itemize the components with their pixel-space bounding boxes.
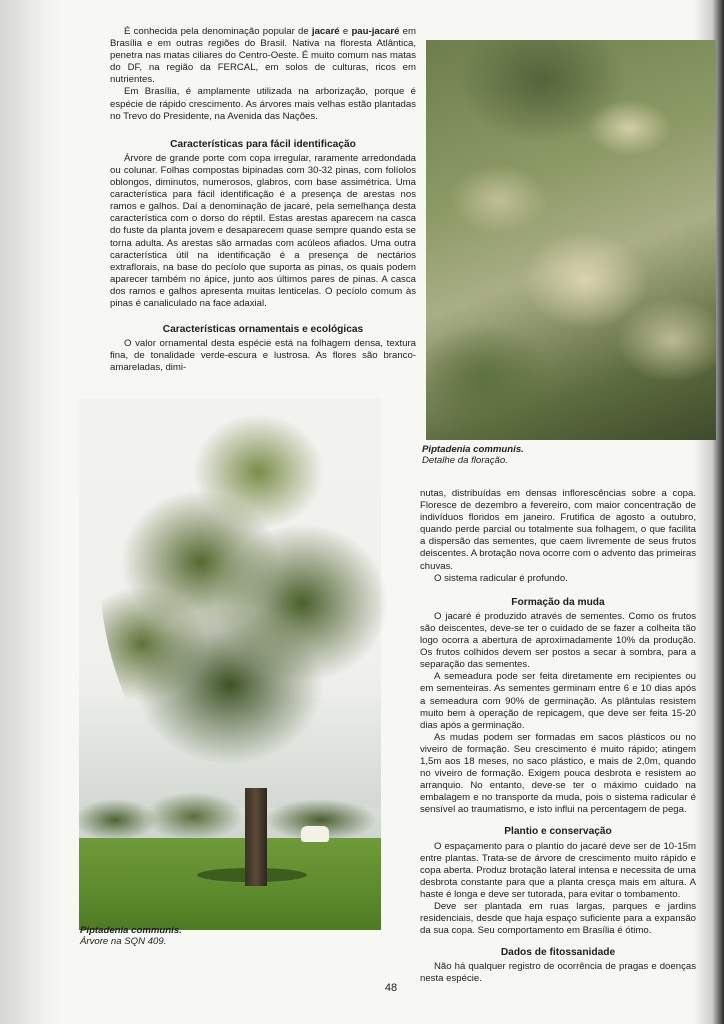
ornamentais-text-part1: O valor ornamental desta espécie está na folhagem densa, textura fina, de tonalidade verde-escura e lustrosa. As flores são branco-amareladas, dimi- (110, 338, 416, 374)
intro-text (110, 26, 416, 374)
plantio-paragraph-1: O espaçamento para o plantio do jacaré deve ser de 10-15m entre plantas. Trata-se de árvore de crescimento muito rápido e copa aberta. Produz brotação lateral intensa e necessita de uma desbrota constante para que a planta cresça mais em altura. A haste é longa e deve ser tutorada, para evitar o tombamento. (420, 840, 696, 900)
caption-flowering (422, 444, 622, 466)
page-gutter (0, 0, 58, 1024)
ornamentais-text-part2: nutas, distribuídas em densas inflorescências sobre a copa. Floresce de dezembro a fevereiro, com maior concentração de indivíduos floridos em janeiro. Frutifica de agosto a outubro, quando perde parcial ou totalmente sua folhagem, o que facilita a dispersão das sementes, que caem livremente de seus frutos deiscentes. A brotação nova ocorre com o advento das primeiras chuvas. (420, 488, 696, 572)
heading-fitossanidade: Dados de fitossanidade (500, 947, 616, 959)
heading-muda: Formação da muda (511, 596, 605, 608)
muda-paragraph-3: As mudas podem ser formadas em sacos plásticos ou no viveiro de formação. Seu crescimento é muito rápido; atingem 1,5m aos 18 meses, no saco plástico, e mais de 2,0m, quando no viveiro de formação. Exigem pouca desbrota e resistem ao arranquio. No entanto, deve-se ter o máximo cuidado na embalagem e no transporte da muda, pois o sistema radicular é sensível ao traumatismo, e isto influi na percentagem de pega. (420, 731, 696, 816)
intro-paragraph-1: É conhecida pela denominação popular de jacaré e pau-jacaré em Brasília e em outras regiões do Brasil. Nativa na floresta Atlântica, penetra nas matas ciliares do Centro-Oeste. É muito comum nas matas do DF, na região da FERCAL, em solos de culturas, ricos em nutrientes. (110, 26, 416, 86)
flowering-detail-photo (426, 40, 716, 440)
caption-species: Piptadenia communis. (80, 925, 182, 936)
intro-paragraph-2: Em Brasília, é amplamente utilizada na arborização, porque é espécie de rápido crescimento. As árvores mais velhas estão plantadas no Trevo do Presidente, na Avenida das Nações. (110, 86, 416, 122)
right-column-text (420, 488, 696, 985)
tree-photo (79, 398, 381, 930)
ornamentais-text-part3: O sistema radicular é profundo. (434, 572, 568, 584)
caption-tree (80, 925, 280, 947)
tree-trunk (245, 788, 267, 886)
identificacao-text: Árvore de grande porte com copa irregular, raramente arredondada ou colunar. Folhas compostas bipinadas com 30-32 pinas, com folíolos oblongos, diminutos, numerosos, glabros, com base assimétrica. Uma característica para fácil identificação é a presença de arestas nos ramos e galhos. Daí a denominação de jacaré, pela semelhança desta característica com o dorso do réptil. Estas arestas aparecem na casca do fuste da planta jovem e desaparecem quase sempre quando esta se torna adulta. As arestas são armadas com acúleos afiados. Uma outra característica útil na identificação é a presença de nectários extraflorais, na base do pecíolo que suporta as pinas, os quais podem aparecer também no ápice, junto aos últimos pares de pinas. A casca dos ramos e galhos apresenta muitas lenticelas. O pecíolo comum às pinas é canaliculado na face adaxial. (110, 152, 416, 309)
muda-paragraph-1: O jacaré é produzido através de sementes. Como os frutos são deiscentes, deve-se ter o cuidado de se fazer a colheita tão logo ocorra a abertura de aproximadamente 10% da produção. Os frutos colhidos devem ser postos a secar à sombra, para a separação das sementes. (420, 610, 696, 671)
heading-identificacao: Características para fácil identificação (170, 138, 356, 150)
parked-car (301, 826, 329, 842)
caption-detail: Árvore na SQN 409. (80, 936, 167, 947)
photo-lawn (79, 838, 381, 930)
page-number: 48 (384, 982, 398, 994)
heading-ornamentais: Características ornamentais e ecológicas (162, 324, 364, 336)
caption-detail: Detalhe da floração. (422, 455, 508, 466)
caption-species: Piptadenia communis. (422, 444, 524, 455)
muda-paragraph-2: A semeadura pode ser feita diretamente em recipientes ou em sementeiras. As sementes germinam entre 6 e 10 dias após a semeadura com 90% de germinação. As plântulas resistem muito bem à operação de repicagem, que deve ser feita 15-20 dias após a germinação. (420, 671, 696, 731)
heading-plantio: Plantio e conservação (504, 826, 612, 838)
plantio-paragraph-2: Deve ser plantada em ruas largas, parques e jardins residenciais, desde que haja espaço suficiente para a expansão da sua copa. Seu comportamento em Brasília é ótimo. (420, 901, 696, 937)
fitossanidade-text: Não há qualquer registro de ocorrência de pragas e doenças nesta espécie. (420, 961, 696, 985)
